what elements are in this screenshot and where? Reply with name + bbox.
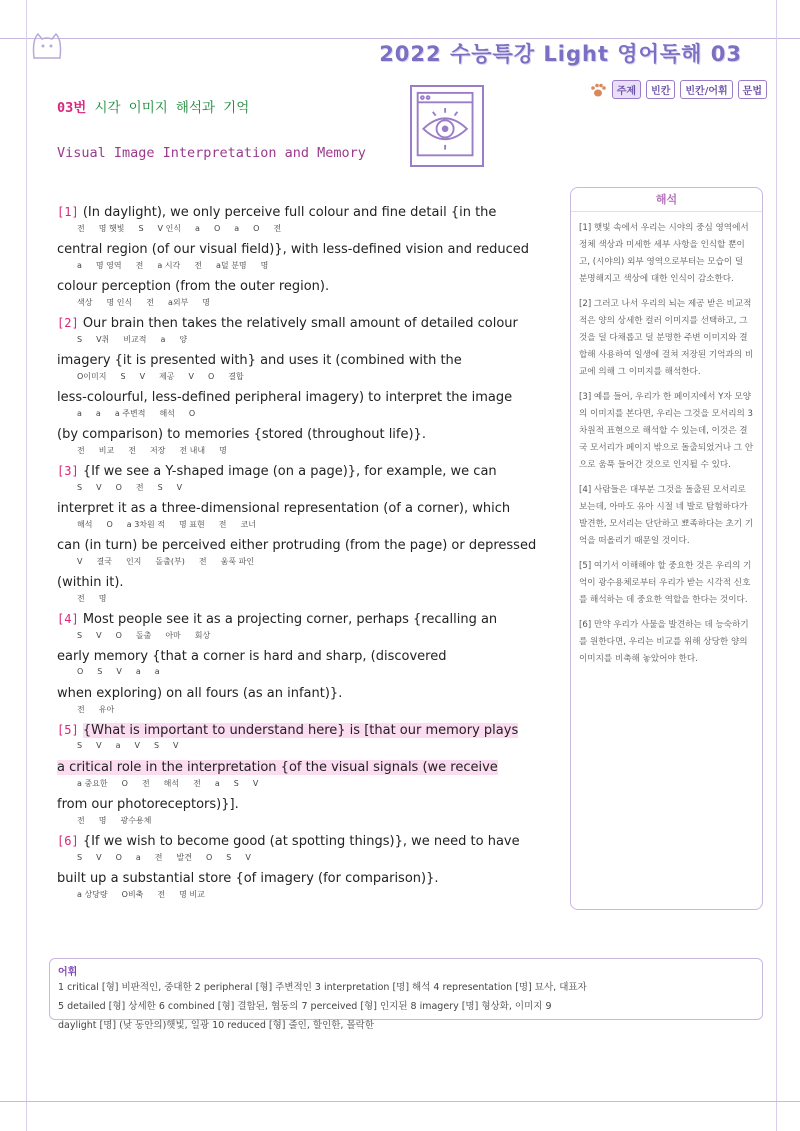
s5-line-1: [5] {What is important to understand here} is [that our memory plays <box>57 723 519 738</box>
unit-title-en: Visual Image Interpretation and Memory <box>57 145 366 161</box>
s4-gloss-1: S V O 돌출 아마 회상 <box>77 631 211 640</box>
s4-line-2: early memory {that a corner is hard and sharp, (discovered <box>57 649 447 664</box>
badge-grammar: 문법 <box>738 80 767 99</box>
s3-line-2: interpret it as a three-dimensional representation (of a corner), which <box>57 501 511 516</box>
s3-line-3: can (in turn) be perceived either protruding (from the page) or depressed <box>57 538 537 553</box>
cat-logo-icon <box>30 30 64 60</box>
s1-line-2: central region (of our visual field)}, with less-defined vision and reduced <box>57 242 530 257</box>
s1-line-3: colour perception (from the outer region). <box>57 279 330 294</box>
s2-gloss-3: a a a 주변적 해석 O <box>77 409 196 418</box>
sentence-3 <box>57 464 557 612</box>
sentence-1 <box>57 205 557 316</box>
left-margin-rule <box>26 0 27 1131</box>
s1-gloss-3: 색상 명 인식 전 a외부 명 <box>77 298 211 307</box>
sentence-2 <box>57 316 557 464</box>
s2-gloss-1: S V취 비교적 a 양 <box>77 335 188 344</box>
s2-line-2: imagery {it is presented with} and uses it (combined with the <box>57 353 462 368</box>
badge-blank: 빈칸 <box>646 80 675 99</box>
eye-illustration <box>410 85 484 167</box>
vocab-line-3: daylight [명] (낮 동안의)햇빛, 일광 10 reduced [형] 줄인, 할인한, 몰락한 <box>58 1020 374 1031</box>
s6-line-2: built up a substantial store {of imagery (for comparison)}. <box>57 871 439 886</box>
s2-line-4: (by comparison) to memories {stored (throughout life)}. <box>57 427 426 442</box>
s3-gloss-1: S V O 전 S V <box>77 483 183 492</box>
vocab-line-2: 5 detailed [형] 상세한 6 combined [형] 결합된, 협동의 7 perceived [형] 인지된 8 imagery [명] 형상화, 이미지 9 <box>58 1001 552 1012</box>
s5-gloss-3: 전 명 광수용체 <box>77 816 152 825</box>
translation-p4: [4] 사람들은 대부분 그것을 돌출된 모서리로 보는데, 아마도 유아 시절 네 발로 탐험하다가 발견한, 모서리는 단단하고 뾰족하다는 초기 기억을 떠올리기 때문일 것이다. <box>579 485 754 546</box>
vocab-title: 어휘 <box>58 967 78 978</box>
paw-icon <box>589 82 607 98</box>
sentence-6 <box>57 834 557 908</box>
translation-p3: [3] 예를 들어, 우리가 한 페이지에서 Y자 모양의 이미지를 본다면, 우리는 그것을 모서리의 3차원적 표현으로 해석할 수 있는데, 이것은 결국 모서리가 페이지 밖으로 돌출되었거나 그 안으로 움푹 들어간 것으로 인지될 수 있다. <box>579 392 754 470</box>
right-margin-rule <box>776 0 777 1131</box>
s4-line-3: when exploring) on all fours (as an infant)}. <box>57 686 343 701</box>
passage <box>57 205 557 908</box>
translation-p5: [5] 여기서 이해해야 할 중요한 것은 우리의 기억이 광수용체로부터 우리가 받는 시각적 신호를 해석하는 데 중요한 역할을 한다는 것이다. <box>579 561 752 605</box>
vocab-line-1: 1 critical [형] 비판적인, 중대한 2 peripheral [형] 주변적인 3 interpretation [명] 해석 4 representation [명] 묘사, 대표자 <box>58 982 587 993</box>
s5-line-2: a critical role in the interpretation {of the visual signals (we receive <box>57 760 498 775</box>
s3-line-4: (within it). <box>57 575 124 590</box>
header-title: 2022 수능특강 Light 영어독해 03 <box>379 42 742 66</box>
s5-gloss-1: S V a V S V <box>77 741 179 750</box>
s3-gloss-2: 해석 O a 3차원 적 명 표현 전 코너 <box>77 520 256 529</box>
s2-line-1: [2] Our brain then takes the relatively small amount of detailed colour <box>57 316 518 331</box>
s6-line-1: [6] {If we wish to become good (at spotting things)}, we need to have <box>57 834 520 849</box>
s5-line-3: from our photoreceptors)}]. <box>57 797 239 812</box>
sentence-4 <box>57 612 557 723</box>
s1-gloss-1: 전 명 햇빛 S V 인식 a O a O 전 <box>77 224 282 233</box>
translation-p2: [2] 그러고 나서 우리의 뇌는 제공 받은 비교적 적은 양의 상세한 컬러 이미지를 선택하고, 그것을 덜 다채롭고 덜 분명한 주변 이미지와 결합해 사용하여 일생에 걸쳐 저장된 기억과의 비교에 의해 그 이미지를 해석한다. <box>579 299 754 377</box>
translation-sidebar <box>570 187 763 910</box>
s6-gloss-2: a 상당량 O비축 전 명 비교 <box>77 890 205 899</box>
badge-blank-vocab: 빈칸/어휘 <box>680 80 732 99</box>
bottom-rule <box>0 1101 800 1102</box>
unit-number: 03번 <box>57 100 87 116</box>
s4-gloss-3: 전 유아 <box>77 705 115 714</box>
translation-p6: [6] 만약 우리가 사물을 발견하는 데 능숙하기를 원한다면, 우리는 비교를 위해 상당한 양의 이미지를 비축해 놓았어야 한다. <box>579 620 749 664</box>
s2-gloss-4: 전 비교 전 저장 전 내내 명 <box>77 446 227 455</box>
translation-p1: [1] 햇빛 속에서 우리는 시야의 중심 영역에서 정체 색상과 미세한 세부 사항을 인식할 뿐이고, (시야의) 외부 영역으로부터는 모습이 덜 분명해지고 색상에 대한 인식이 감소한다. <box>579 223 749 284</box>
s2-line-3: less-colourful, less-defined peripheral imagery) to interpret the image <box>57 390 513 405</box>
translation-title: 해석 <box>571 191 762 212</box>
s6-gloss-1: S V O a 전 발견 O S V <box>77 853 251 862</box>
eye-icon <box>412 87 482 165</box>
unit-title-ko: 시각 이미지 해석과 기억 <box>94 100 250 116</box>
s1-line-1: [1] (In daylight), we only perceive full colour and fine detail {in the <box>57 205 497 220</box>
vocab-box <box>49 958 763 1031</box>
s4-gloss-2: O S V a a <box>77 667 160 676</box>
unit-title <box>57 96 249 116</box>
s4-line-1: [4] Most people see it as a projecting corner, perhaps {recalling an <box>57 612 498 627</box>
s3-gloss-3: V 결국 인지 돌출(부) 전 움푹 파인 <box>77 557 255 566</box>
s3-gloss-4: 전 명 <box>77 594 107 603</box>
s1-gloss-2: a 명 영역 전 a 시각 전 a덜 분명 명 <box>77 261 269 270</box>
sentence-5 <box>57 723 557 834</box>
s3-line-1: [3] {If we see a Y-shaped image (on a page)}, for example, we can <box>57 464 497 479</box>
question-type-badges <box>589 80 767 99</box>
s5-gloss-2: a 중요한 O 전 해석 전 a S V <box>77 779 259 788</box>
badge-topic: 주제 <box>612 80 641 99</box>
s2-gloss-2: O이미지 S V 제공 V O 결합 <box>77 372 244 381</box>
